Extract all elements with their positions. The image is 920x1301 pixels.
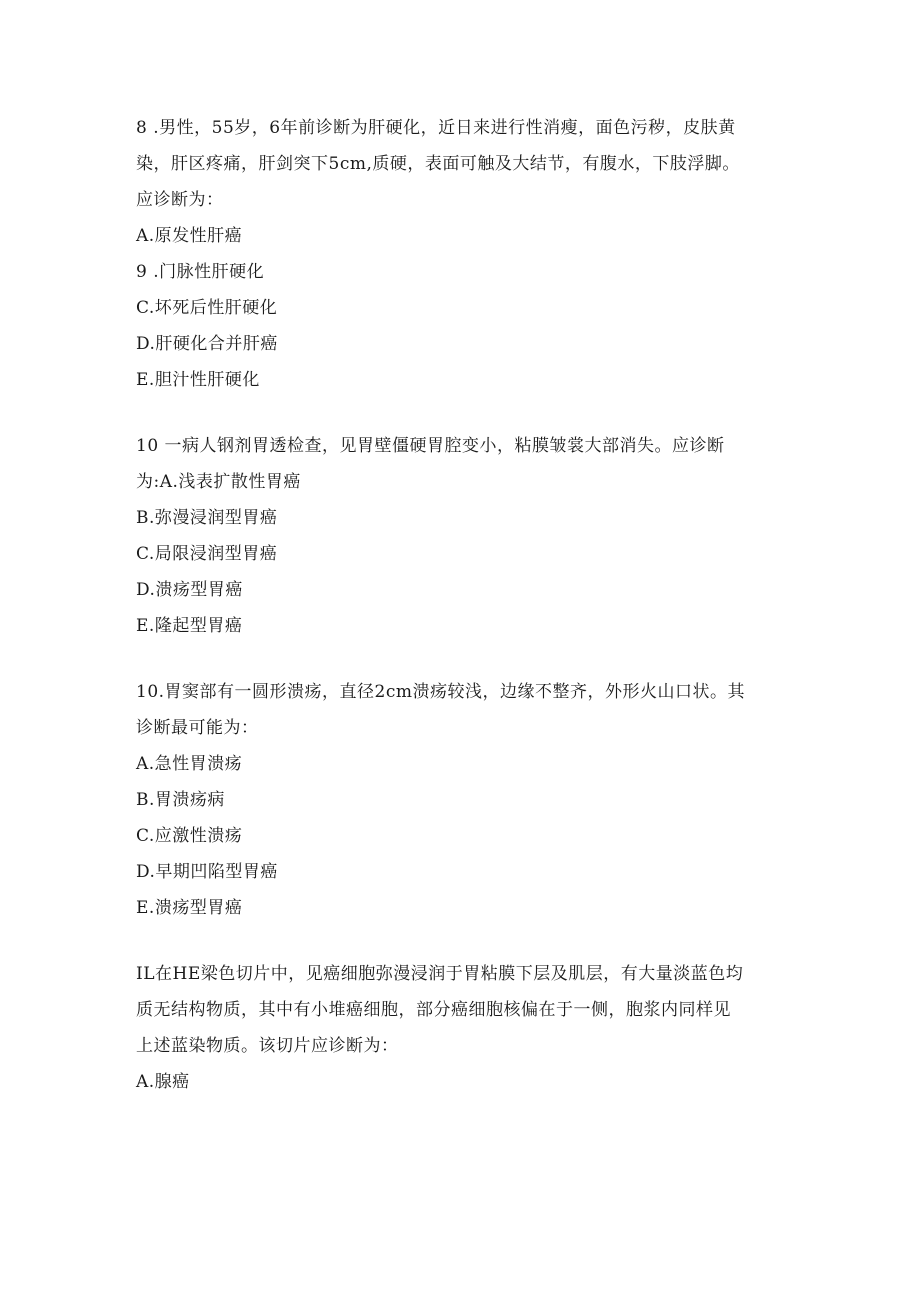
question-stem-line: 8 .男性，55岁，6年前诊断为肝硬化，近日来进行性消瘦，面色污秽，皮肤黄	[136, 118, 736, 138]
question-stem-line: 上述蓝染物质。该切片应诊断为：	[136, 1036, 399, 1056]
question-spacer	[136, 926, 796, 956]
question-spacer	[136, 644, 796, 674]
question-spacer	[136, 398, 796, 428]
question-stem-line: 应诊断为：	[136, 190, 224, 210]
question-stem-line: IL在HE梁色切片中，见癌细胞弥漫浸润于胃粘膜下层及肌层，有大量淡蓝色均	[136, 964, 744, 984]
question-10-b	[136, 674, 796, 926]
answer-option: A.原发性肝癌	[136, 226, 243, 246]
question-stem-line: 质无结构物质，其中有小堆癌细胞，部分癌细胞核偏在于一侧，胞浆内同样见	[136, 1000, 731, 1020]
answer-option: C.应激性溃疡	[136, 826, 243, 846]
answer-option: C.局限浸润型胃癌	[136, 544, 278, 564]
answer-option: C.坏死后性肝硬化	[136, 298, 278, 318]
question-stem-line: 诊断最可能为：	[136, 718, 259, 738]
question-stem-line: 为:A.浅表扩散性胃癌	[136, 472, 301, 492]
question-10-a	[136, 428, 796, 644]
answer-option: E.隆起型胃癌	[136, 616, 243, 636]
question-stem-line: 10.胃窦部有一圆形溃疡，直径2cm溃疡较浅，边缘不整齐，外形火山口状。其	[136, 682, 745, 702]
answer-option: D.早期凹陷型胃癌	[136, 862, 278, 882]
question-stem-line: 染，肝区疼痛，肝剑突下5cm,质硬，表面可触及大结节，有腹水，下肢浮脚。	[136, 154, 740, 174]
question-stem-line: 10 一病人钢剂胃透检查，见胃壁僵硬胃腔变小，粘膜皱裳大部消失。应诊断	[136, 436, 725, 456]
answer-option: E.胆汁性肝硬化	[136, 370, 260, 390]
answer-option: B.弥漫浸润型胃癌	[136, 508, 278, 528]
document-page	[136, 110, 796, 1100]
answer-option: 9 .门脉性肝硬化	[136, 262, 265, 282]
answer-option: B.胃溃疡病	[136, 790, 225, 810]
answer-option: D.溃疡型胃癌	[136, 580, 243, 600]
answer-option: E.溃疡型胃癌	[136, 898, 243, 918]
answer-option: A.急性胃溃疡	[136, 754, 243, 774]
answer-option: D.肝硬化合并肝癌	[136, 334, 278, 354]
question-8	[136, 110, 796, 398]
question-11	[136, 956, 796, 1100]
answer-option: A.腺癌	[136, 1072, 190, 1092]
